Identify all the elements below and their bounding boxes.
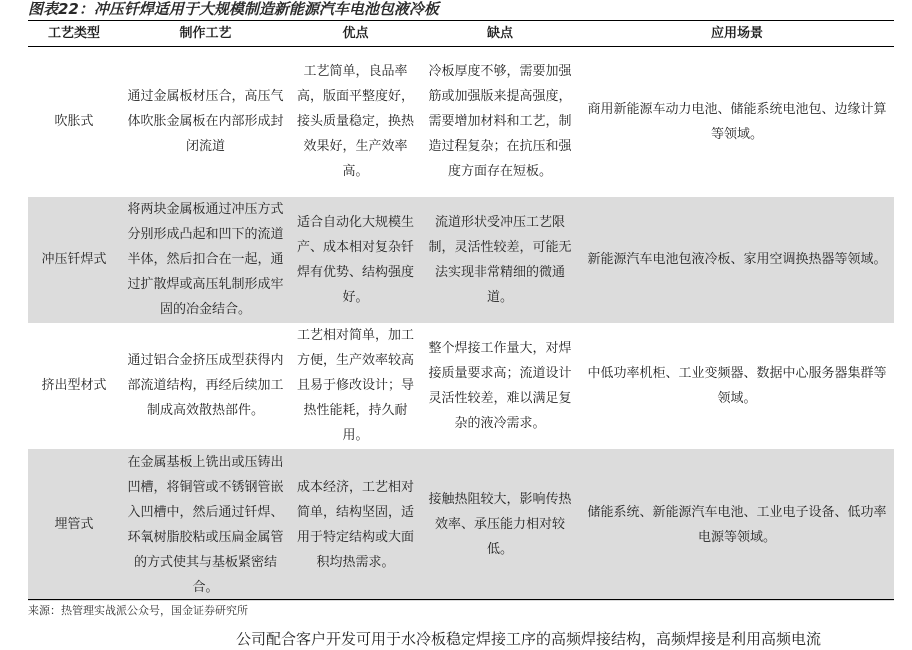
table-row [28, 323, 894, 449]
cell-apps: 商用新能源车动力电池、储能系统电池包、边缘计算等领域。 [587, 101, 887, 142]
table-row [28, 47, 894, 197]
source-note: 来源：热管理实战派公众号，国金证券研究所 [28, 604, 248, 617]
header-apps: 应用场景 [580, 21, 894, 47]
process-comparison-table [28, 21, 894, 601]
cell-cons: 冷板厚度不够，需要加强筋或加强版来提高强度，需要增加材料和工艺，制造过程复杂；在抗压和强度方面存在短板。 [428, 64, 572, 180]
cell-process: 通过铝合金挤压成型获得内部流道结构，再经后续加工制成高效散热部件。 [127, 353, 284, 418]
cell-pros: 成本经济，工艺相对简单，结构坚固，适用于特定结构或大面积均热需求。 [291, 449, 420, 601]
cell-type: 埋管式 [28, 449, 120, 601]
cell-pros: 适合自动化大规模生产、成本相对复杂钎焊有优势、结构强度好。 [291, 197, 420, 323]
cell-type: 冲压钎焊式 [28, 197, 120, 323]
cell-cons: 流道形状受冲压工艺限制，灵活性较差，可能无法实现非常精细的微通道。 [420, 197, 580, 323]
cell-apps: 储能系统、新能源汽车电池、工业电子设备、低功率电源等领域。 [580, 449, 894, 601]
header-type: 工艺类型 [28, 21, 120, 47]
cell-cons: 整个焊接工作量大，对焊接质量要求高；流道设计灵活性较差，难以满足复杂的液冷需求。 [428, 340, 572, 431]
figure-caption: 图表22：冲压钎焊适用于大规模制造新能源汽车电池包液冷板 [28, 0, 439, 18]
cell-process: 通过金属板材压合，高压气体吹胀金属板在内部形成封闭流道 [127, 89, 284, 155]
table-row [28, 449, 894, 601]
header-pros: 优点 [291, 21, 420, 47]
cell-pros: 工艺简单，良品率高，版面平整度好，接头质量稳定，换热效果好，生产效率高。 [296, 64, 414, 180]
cell-apps: 中低功率机柜、工业变频器、数据中心服务器集群等领域。 [587, 365, 887, 406]
cell-process: 将两块金属板通过冲压方式分别形成凸起和凹下的流道半体，然后扣合在一起，通过扩散焊或高压轧制形成牢固的冶金结合。 [120, 197, 291, 323]
cell-apps: 新能源汽车电池包液冷板、家用空调换热器等领域。 [580, 197, 894, 323]
cell-cons: 接触热阻较大，影响传热效率、承压能力相对较低。 [420, 449, 580, 601]
table-bottom-rule [28, 599, 894, 600]
header-process: 制作工艺 [120, 21, 291, 47]
table-header-row [28, 21, 894, 47]
cell-pros: 工艺相对简单，加工方便，生产效率较高且易于修改设计；导热性能耗，持久耐用。 [296, 328, 414, 443]
cell-type: 挤出型材式 [41, 378, 107, 393]
table-row [28, 197, 894, 323]
body-paragraph: 公司配合客户开发可用于水冷板稳定焊接工序的高频焊接结构，高频焊接是利用高频电流 [236, 630, 822, 648]
header-cons: 缺点 [420, 21, 580, 47]
cell-type: 吹胀式 [54, 114, 94, 130]
cell-process: 在金属基板上铣出或压铸出凹槽，将铜管或不锈钢管嵌入凹槽中，然后通过钎焊、环氧树脂胶粘或压扁金属管的方式使其与基板紧密结合。 [120, 449, 291, 601]
